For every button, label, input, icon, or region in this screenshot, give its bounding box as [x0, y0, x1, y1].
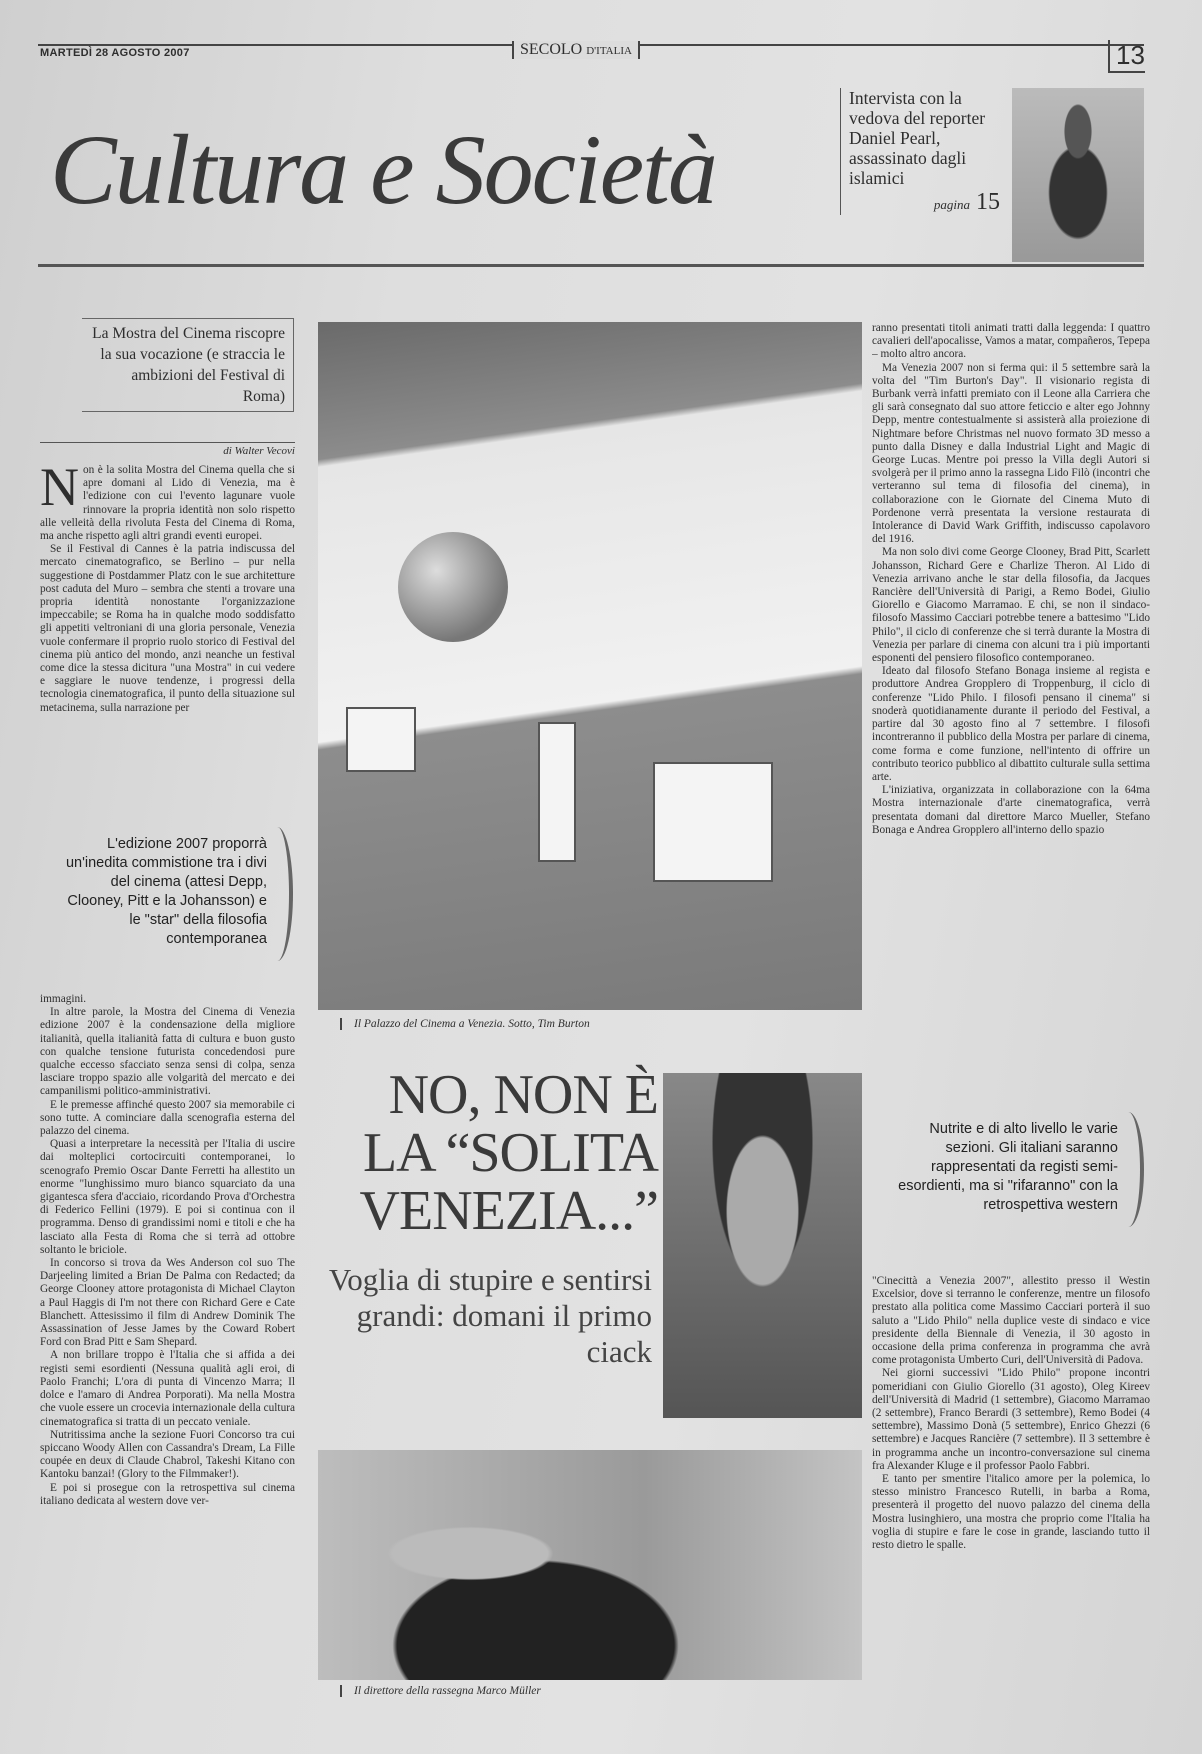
- photo-caption-1: Il Palazzo del Cinema a Venezia. Sotto, Tim Burton: [340, 1018, 590, 1030]
- paper-name-main: SECOLO: [520, 41, 583, 58]
- pull-quote-1: L'edizione 2007 proporrà un'inedita commistione tra i divi del cinema (attesi Depp, Clooney, Pitt e la Johansson) e le "star" della filosofia contemporanea: [55, 835, 267, 949]
- drop-cap: N: [40, 464, 79, 517]
- paragraph: Se il Festival di Cannes è la patria indiscussa del mercato cinematografico, se Berlino – pur nella suggestione di Postdammer Platz con le sue architetture post caduta del Muro – sembra che stenti a trovare una propria identità nonostante l'organizzazione impeccabile; se Roma ha in qualche modo soddisfatto gli appetiti veltroniani di una gloria personale, Venezia vuole confermare il proprio ruolo storico di Festival del cinema più antico del mondo, anzi neanche un festival come dice la stessa dicitura "una Mostra" in cui vedere e saggiare le nuove tendenze, i progressi della tecnologia cinematografica, il punto della situazione sul metacinema, sulla narrazione per: [40, 543, 295, 714]
- paragraph: Ma non solo divi come George Clooney, Brad Pitt, Scarlett Johansson, Richard Gere e Charlize Theron. Al Lido di Venezia arrivano anche le star della filosofia, da Jacques Rancière dell'Università di Parigi, a Remo Bodei, Giulio Giorello e Giacomo Marramao. E chi, se non il sindaco-filosofo Massimo Cacciari potrebbe tenere a battesimo "Lido Philo", il ciclo di conferenze che si terrà durante la Mostra di Venezia per parlare di cinema con alcuni tra i più importanti esponenti del pensiero filosofico contemporaneo.: [872, 546, 1150, 665]
- issue-date: MARTEDÌ 28 AGOSTO 2007: [40, 47, 190, 59]
- paragraph: Ideato dal filosofo Stefano Bonaga insieme al regista e produttore Andrea Gropplero di Troppenburg, il ciclo di conferenze "Lido Philo. I filosofi pensano il cinema" si snoderà quotidianamente durante il periodo del Festival, a partire dal 30 agosto fino al 7 settembre. I filosofi incontreranno il pubblico della Mostra per parlare di cinema, come forma e come funzione, nell'intento di offrire un contributo teorico pubblico al dibattito culturale sulla settima arte.: [872, 665, 1150, 783]
- teaser-page-label: pagina: [933, 197, 970, 212]
- byline: di Walter Vecovi: [40, 442, 295, 457]
- palazzo-cinema-photo: [318, 322, 862, 1010]
- paragraph: "Cinecittà a Venezia 2007", allestito presso il Westin Excelsior, dove si terranno le conferenze, mentre un filosofo prestato alla politica come Massimo Cacciari porterà il suo saluto a "Lido Philo" nella duplice veste di sindaco e vice presidente della Biennale di Venezia, il 30 agosto in occasione della prima conferenza in programma che avrà come protagonista Umberto Curi, dell'Università di Padova.: [872, 1275, 1150, 1367]
- teaser-photo: [1012, 88, 1144, 262]
- paragraph-text: on è la solita Mostra del Cinema quella che si apre domani al Lido di Venezia, ma è l'edizione con cui l'evento lagunare vuole rinnovare la propria identità non solo rispetto alle velleità della rivoluta Festa del Cinema di Roma, ma anche rispetto agli altri grandi eventi europei.: [40, 464, 295, 543]
- paragraph: E le premesse affinché questo 2007 sia memorabile ci sono tutte. A cominciare dalla scenografia esterna del palazzo del cinema.: [40, 1098, 295, 1138]
- photo-caption-2: Il direttore della rassegna Marco Müller: [340, 1685, 541, 1697]
- column-3-top: [872, 322, 1150, 1102]
- subheadline: Voglia di stupire e sentirsi grandi: domani il primo ciack: [328, 1262, 652, 1369]
- paper-name-suffix: D'ITALIA: [586, 45, 632, 57]
- column-3-bottom: [872, 1275, 1150, 1750]
- paragraph: In altre parole, la Mostra del Cinema di Venezia edizione 2007 è la condensazione della migliore italianità, quella italianità fatta di cultura e buon gusto con qualche tensione futurista concedendosi pure qualche eccesso sfacciato senza sensi di colpa, senza lasciare troppo spazio alle volgarità del mercato e dei campanilismi politico-amministrativi.: [40, 1006, 295, 1098]
- column-1-bottom: [40, 993, 295, 1748]
- paragraph: E tanto per smentire l'italico amore per la polemica, lo stesso ministro Francesco Rutelli, in barba a Roma, presenterà il progetto del nuovo palazzo del cinema della Mostra lusinghiero, una mostra che proprio come l'Italia ha voglia di stupire e fare le cose in grande, lasciando tutto il resto dietro le spalle.: [872, 1473, 1150, 1552]
- paragraph: L'iniziativa, organizzata in collaborazione con la 64ma Mostra internazionale d'arte cinematografica, verrà presentata domani dal direttore Marco Mueller, Stefano Bonaga e Andrea Gropplero all'interno dello spazio: [872, 784, 1150, 836]
- paragraph: ranno presentati titoli animati tratti dalla leggenda: I quattro cavalieri dell'apocalisse, Vamos a matar, compañeros, Tepepa – molto altro ancora.: [872, 322, 1150, 361]
- tim-burton-photo: [663, 1073, 862, 1418]
- headline: NO, NON È LA “SOLITA VENEZIA...”: [359, 1064, 658, 1242]
- section-title: Cultura e Società: [50, 114, 716, 225]
- pedestal: [538, 722, 576, 862]
- pull-quote-2: Nutrite e di alto livello le varie sezioni. Gli italiani saranno rappresentati da registi semi-esordienti, ma si "rifaranno" con la retrospettiva western: [880, 1120, 1118, 1215]
- paragraph: Ma Venezia 2007 non si ferma qui: il 5 settembre sarà la volta del "Tim Burton's Day". Il visionario regista di Burbank verrà infatti premiato con il Leone alla Carriera che gli sarà consegnato dal suo attore feticcio e alter ego Johnny Depp, mentre contestualmente si assisterà alla proiezione di Nightmare before Christmas nel nuovo formato 3D messo a punto dalla Disney e dalla Industrial Light and Magic di George Lucas. Mentre poi presso la Villa degli Autori si svolgerà per il primo anno la rassegna Lido Filò (incontri che verteranno sul tema di filosofia del cinema), in collaborazione con le Giornate del Cinema Muto di Pordenone verrà presentata la versione restaurata di Intolerance di David Wark Griffith, indiscusso capolavoro del 1916.: [872, 361, 1150, 546]
- section-rule: [38, 264, 1144, 267]
- paragraph: A non brillare troppo è l'Italia che si affida a dei registi semi esordienti (Nessuna qualità agli eroi, di Paolo Franchi; L'ora di punta di Vincenzo Marra; Il dolce e l'amaro di Andrea Porporati). Ma nella Mostra che vuole essere un crocevia internazionale della cultura cinematografica si tratta di un peccato veniale.: [40, 1349, 295, 1428]
- paragraph: Nei giorni successivi "Lido Philo" propone incontri pomeridiani con Giulio Giorello (31 agosto), Oleg Kireev dell'Università di Madrid (1 settembre), Giacomo Marramao (2 settembre), Franco Berardi (3 settembre), Remo Bodei (4 settembre), Massimo Donà (5 settembre), Enrico Ghezzi (6 settembre) e Jacques Rancière (7 settembre). Il 3 settembre è in programma anche un incontro-conversazione sul cinema fra Alexander Kluge e il professor Paolo Fabbri.: [872, 1367, 1150, 1472]
- paragraph: E poi si prosegue con la retrospettiva sul cinema italiano dedicata al western dove ver-: [40, 1481, 295, 1507]
- paragraph: Quasi a interpretare la necessità per l'Italia di uscire dai molteplici cortocircuiti contemporanei, lo scenografo Premio Oscar Dante Ferretti ha allestito un enorme "lunghissimo muro bianco squarciato da una gigantesca sfera d'acciaio, ricordando Prova d'Orchestra di Federico Fellini (1979). E poi si continua con il programma. Denso di grandissimi nomi e titoli e che ha lasciato alla Festa di Roma che si terrà ad ottobre soltanto le briciole.: [40, 1138, 295, 1256]
- paragraph: [40, 464, 295, 543]
- marco-muller-photo: [318, 1450, 862, 1680]
- paragraph: immagini.: [40, 993, 87, 1005]
- teaser-page-number: 15: [976, 189, 1000, 215]
- paragraph: In concorso si trova da Wes Anderson col suo The Darjeeling limited a Brian De Palma con Redacted; da George Clooney attore protagonista di Michael Clayton a Paul Haggis di I'm not there con Richard Gere e Cate Blanchett. Attesissimo il film di Andrew Dominik The Assassination of Jesse James by the Coward Robert Ford con Brad Pitt e Sam Shepard.: [40, 1257, 295, 1349]
- paragraph: Nutritissima anche la sezione Fuori Concorso tra cui spiccano Woody Allen con Cassandra's Dream, La Fille coupée en deux di Claude Chabrol, Takeshi Kitano con Kantoku banzai! (Glory to the Filmmaker!).: [40, 1428, 295, 1481]
- pedestal: [653, 762, 773, 882]
- teaser-text: Intervista con la vedova del reporter Daniel Pearl, assassinato dagli islamici: [849, 88, 986, 188]
- pedestal: [346, 707, 416, 772]
- newspaper-name: [512, 41, 640, 59]
- page-number: 13: [1108, 40, 1145, 73]
- column-1-top: [40, 464, 295, 814]
- steel-sphere: [398, 532, 508, 642]
- teaser-box: [840, 88, 1010, 215]
- teaser-page-ref: [849, 189, 1010, 215]
- article-deck: La Mostra del Cinema riscopre la sua vocazione (e straccia le ambizioni del Festival di Roma): [82, 318, 294, 412]
